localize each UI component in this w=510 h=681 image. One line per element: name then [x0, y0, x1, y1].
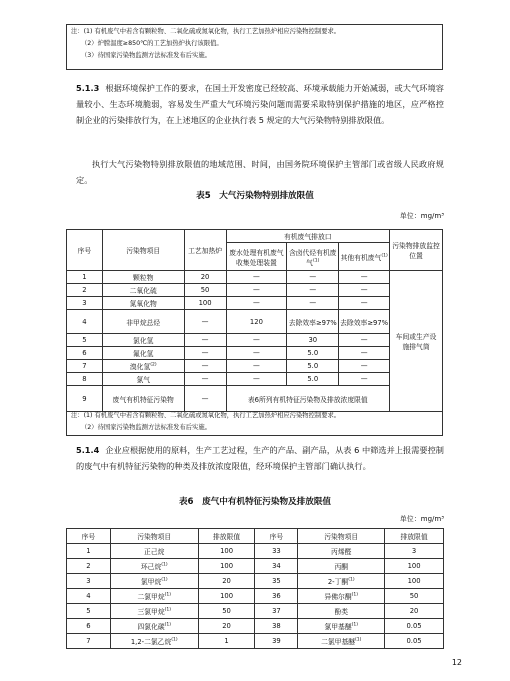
cell-item: 废气有机特征污染物	[102, 386, 184, 412]
cell-halogenated: 30	[287, 334, 339, 347]
cell-limit: 100	[198, 544, 255, 559]
cell-seq: 38	[255, 619, 298, 634]
cell-item: 颗粒物	[102, 271, 184, 284]
cell-limit: 100	[198, 589, 255, 604]
cell-seq: 9	[67, 386, 103, 412]
cell-halogenated: 5.0	[287, 360, 339, 373]
table5-unit: 单位：mg/m³	[399, 212, 444, 220]
cell-furnace: 20	[184, 271, 226, 284]
cell-seq: 7	[67, 634, 111, 649]
cell-limit: 20	[198, 619, 255, 634]
header-item: 污染物项目	[102, 230, 184, 271]
cell-furnace: —	[184, 373, 226, 386]
table5-row	[67, 334, 443, 347]
table6-row	[67, 589, 444, 604]
cell-halogenated: —	[287, 297, 339, 310]
cell-limit: 3	[385, 544, 444, 559]
cell-seq: 33	[255, 544, 298, 559]
cell-other-organic: —	[339, 360, 390, 373]
cell-item: 氯甲基醚$^{(1)}$	[298, 619, 385, 634]
cell-item: 酚类	[298, 604, 385, 619]
cell-wastewater: —	[226, 347, 287, 360]
cell-seq: 2	[67, 559, 111, 574]
table5	[66, 229, 443, 412]
cell-item: 二氯甲烷$^{(1)}$	[110, 589, 198, 604]
top-note-1: 注：(1) 有机废气中若含有颗粒物、二氧化硫或氮氧化物，执行工艺加热炉相应污染物控制要求。	[71, 28, 341, 35]
header-sub1: 废水处理有机废气收集处理装置	[226, 243, 287, 271]
cell-halogenated: 5.0	[287, 347, 339, 360]
cell-other-organic: —	[339, 373, 390, 386]
top-note-3: （3）待国家污染物监测方法标准发布后实施。	[81, 52, 211, 59]
cell-item: 四氯化碳$^{(1)}$	[110, 619, 198, 634]
table5-row	[67, 360, 443, 373]
table5-row	[67, 271, 443, 284]
cell-seq: 5	[67, 334, 103, 347]
cell-wastewater: —	[226, 360, 287, 373]
cell-other-organic: —	[339, 334, 390, 347]
cell-seq: 4	[67, 589, 111, 604]
t6-header-seq-2: 序号	[255, 529, 298, 544]
top-notes-box	[66, 24, 443, 70]
cell-item: 丙烯醛	[298, 544, 385, 559]
header-organic-group: 有机废气排放口	[226, 230, 390, 243]
cell-limit: 20	[198, 574, 255, 589]
cell-seq: 4	[67, 310, 103, 334]
page-number: 12	[451, 658, 462, 667]
t6-header-limit-2: 排放限值	[385, 529, 444, 544]
cell-halogenated: 去除效率≥97%	[287, 310, 339, 334]
cell-other-organic: —	[339, 347, 390, 360]
cell-item: 2-丁酮$^{(1)}$	[298, 574, 385, 589]
header-seq: 序号	[67, 230, 103, 271]
cell-item: 二氯甲基醚$^{(1)}$	[298, 634, 385, 649]
cell-halogenated: —	[287, 271, 339, 284]
cell-furnace: —	[184, 386, 226, 412]
cell-seq: 37	[255, 604, 298, 619]
cell-item: 氟化氢	[102, 347, 184, 360]
cell-limit: 100	[198, 559, 255, 574]
cell-seq: 35	[255, 574, 298, 589]
cell-wastewater: —	[226, 271, 287, 284]
t6-header-item-1: 污染物项目	[110, 529, 198, 544]
cell-limit: 20	[385, 604, 444, 619]
table5-row	[67, 373, 443, 386]
cell-seq: 7	[67, 360, 103, 373]
cell-merged-reference: 表6所列有机特征污染物及排放浓度限值	[226, 386, 390, 412]
cell-wastewater: —	[226, 297, 287, 310]
cell-seq: 34	[255, 559, 298, 574]
cell-monitor-location: 车间或生产设施排气筒	[390, 271, 443, 412]
section-number: 5.1.3	[76, 83, 100, 93]
t6-header-limit-1: 排放限值	[198, 529, 255, 544]
table5-note-2: （2）待国家污染物监测方法标准发布后实施。	[81, 424, 211, 431]
cell-furnace: —	[184, 347, 226, 360]
table5-row	[67, 297, 443, 310]
cell-item: 溴化氢$^{(2)}$	[102, 360, 184, 373]
cell-seq: 1	[67, 544, 111, 559]
table5-notes	[66, 409, 443, 436]
cell-item: 正己烷	[110, 544, 198, 559]
table5-row	[67, 310, 443, 334]
cell-other-organic: —	[339, 297, 390, 310]
cell-seq: 6	[67, 347, 103, 360]
t6-header-seq-1: 序号	[67, 529, 111, 544]
cell-seq: 1	[67, 271, 103, 284]
table6-row	[67, 619, 444, 634]
header-furnace: 工艺加热炉	[184, 230, 226, 271]
cell-halogenated: —	[287, 284, 339, 297]
header-monitor: 污染物排放监控位置	[390, 230, 443, 271]
section-number: 5.1.4	[76, 445, 100, 455]
cell-furnace: —	[184, 310, 226, 334]
cell-other-organic: —	[339, 271, 390, 284]
cell-halogenated: 5.0	[287, 373, 339, 386]
paragraph-region-rule: 执行大气污染物特别排放限值的地域范围、时间，由国务院环境保护主管部门或省级人民政府规定。	[76, 159, 444, 185]
cell-item: 丙酮	[298, 559, 385, 574]
cell-item: 环己烷$^{(1)}$	[110, 559, 198, 574]
cell-item: 氯化氢	[102, 334, 184, 347]
table6-row	[67, 634, 444, 649]
table5-row	[67, 347, 443, 360]
cell-limit: 0.05	[385, 619, 444, 634]
cell-item: 非甲烷总烃	[102, 310, 184, 334]
cell-limit: 50	[385, 589, 444, 604]
table6-row	[67, 544, 444, 559]
table6-unit: 单位：mg/m³	[399, 515, 444, 523]
section-text: 企业应根据使用的原料，生产工艺过程，生产的产品、副产品，从表 6 中筛选并上报需要控制的废气中有机特征污染物的种类及排放浓度限值，经环境保护主管部门确认执行。	[76, 445, 444, 471]
cell-limit: 100	[385, 559, 444, 574]
cell-wastewater: —	[226, 334, 287, 347]
table6	[66, 528, 444, 649]
cell-limit: 0.05	[385, 634, 444, 649]
cell-furnace: 50	[184, 284, 226, 297]
cell-seq: 3	[67, 297, 103, 310]
cell-item: 氯气	[102, 373, 184, 386]
top-note-2: （2）炉膛温度≥850℃的工艺加热炉执行该限值。	[81, 40, 223, 47]
cell-seq: 8	[67, 373, 103, 386]
header-sub3: 其他有机废气$^{(1)}$	[339, 243, 390, 271]
cell-seq: 36	[255, 589, 298, 604]
cell-seq: 2	[67, 284, 103, 297]
cell-wastewater: —	[226, 373, 287, 386]
cell-limit: 1	[198, 634, 255, 649]
section-text: 根据环境保护工作的要求，在国土开发密度已经较高、环境承载能力开始减弱，或大气环境容量较小、生态环境脆弱，容易发生严重大气环境污染问题而需要采取特别保护措施的地区，应严格控制企业的污染排放行为，在上述地区的企业执行表 5 规定的大气污染物特别排放限值。	[76, 83, 444, 125]
table6-caption: 表6 废气中有机特征污染物及排放限值	[178, 497, 332, 507]
cell-limit: 50	[198, 604, 255, 619]
table5-note-1: 注：(1) 有机废气中若含有颗粒物、二氧化硫或氮氧化物，执行工艺加热炉相应污染物控制要求。	[71, 412, 341, 419]
section-5-1-4	[76, 442, 444, 474]
cell-item: 二氧化硫	[102, 284, 184, 297]
cell-other-organic: —	[339, 284, 390, 297]
table6-row	[67, 559, 444, 574]
cell-limit: 100	[385, 574, 444, 589]
section-5-1-3	[76, 80, 444, 128]
cell-item: 三氯甲烷$^{(1)}$	[110, 604, 198, 619]
cell-other-organic: 去除效率≥97%	[339, 310, 390, 334]
cell-wastewater: —	[226, 284, 287, 297]
cell-item: 异佛尔酮$^{(1)}$	[298, 589, 385, 604]
cell-item: 1,2-二氯乙烷$^{(1)}$	[110, 634, 198, 649]
cell-furnace: 100	[184, 297, 226, 310]
table6-row	[67, 574, 444, 589]
cell-item: 氯甲烷$^{(1)}$	[110, 574, 198, 589]
cell-wastewater: 120	[226, 310, 287, 334]
table5-row	[67, 284, 443, 297]
t6-header-item-2: 污染物项目	[298, 529, 385, 544]
cell-furnace: —	[184, 360, 226, 373]
cell-item: 氮氧化物	[102, 297, 184, 310]
cell-furnace: —	[184, 334, 226, 347]
table5-row	[67, 386, 443, 412]
cell-seq: 39	[255, 634, 298, 649]
cell-seq: 5	[67, 604, 111, 619]
header-sub2: 含卤代烃有机废气$^{(1)}$	[287, 243, 339, 271]
table6-row	[67, 604, 444, 619]
cell-seq: 6	[67, 619, 111, 634]
table5-caption: 表5 大气污染物特别排放限值	[196, 191, 314, 201]
cell-seq: 3	[67, 574, 111, 589]
